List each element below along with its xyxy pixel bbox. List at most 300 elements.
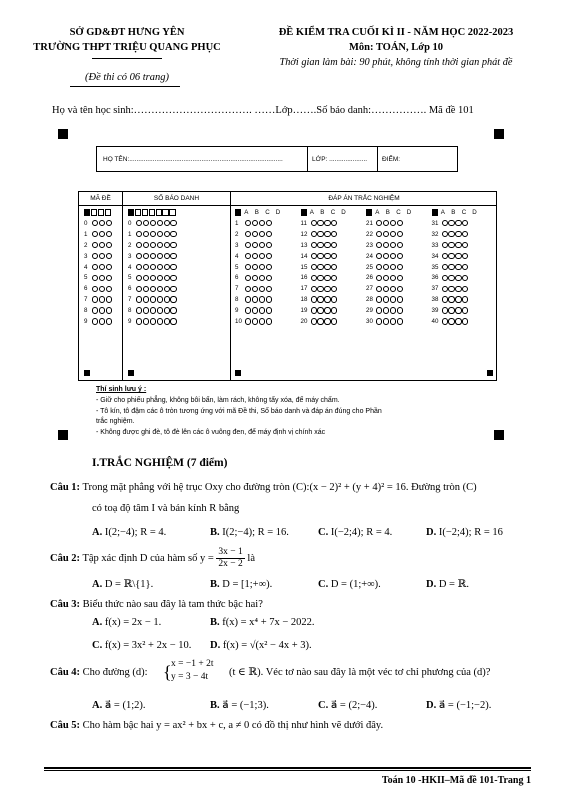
answer-bubble[interactable] (462, 275, 468, 281)
answer-bubble[interactable] (164, 231, 170, 237)
digit-label: 7 (84, 296, 88, 304)
answer-bubble[interactable] (442, 253, 448, 259)
answer-bubble[interactable] (442, 242, 448, 248)
answer-bubble[interactable] (106, 264, 112, 270)
answer-bubble[interactable] (266, 296, 272, 302)
code-digit-box[interactable] (162, 209, 168, 215)
answer-row (366, 253, 404, 261)
answer-bubble[interactable] (252, 242, 258, 248)
answer-bubble[interactable] (252, 231, 258, 237)
answer-bubble[interactable] (157, 253, 163, 259)
answer-bubble[interactable] (266, 275, 272, 281)
q1-option-a[interactable]: A. I(2;−4); R = 4. (92, 527, 167, 538)
answer-bubble[interactable] (462, 242, 468, 248)
department-name: SỞ GD&ĐT HƯNG YÊN (69, 27, 185, 38)
answer-bubble[interactable] (92, 307, 98, 313)
answer-bubble[interactable] (150, 307, 156, 313)
answer-bubble[interactable] (376, 318, 382, 324)
answer-bubble[interactable] (252, 296, 258, 302)
answer-bubble[interactable] (150, 242, 156, 248)
answer-bubble[interactable] (311, 307, 317, 313)
answer-bubble[interactable] (397, 318, 403, 324)
answer-bubble[interactable] (383, 296, 389, 302)
answer-bubble[interactable] (376, 264, 382, 270)
answer-bubble[interactable] (442, 307, 448, 313)
code-digit-box[interactable] (142, 209, 148, 215)
answer-bubble[interactable] (442, 231, 448, 237)
code-digit-box[interactable] (149, 209, 155, 215)
answer-bubble[interactable] (259, 318, 265, 324)
digit-label: 3 (128, 252, 132, 260)
answer-bubble[interactable] (252, 264, 258, 270)
answer-bubble[interactable] (245, 318, 251, 324)
answer-bubble[interactable] (92, 220, 98, 226)
q3-option-a[interactable]: A. f(x) = 2x − 1. (92, 617, 162, 628)
answer-bubble[interactable] (311, 296, 317, 302)
answer-bubble[interactable] (317, 286, 323, 292)
answer-bubble[interactable] (390, 242, 396, 248)
answer-bubble[interactable] (164, 253, 170, 259)
answer-bubble[interactable] (136, 264, 142, 270)
answer-bubble[interactable] (106, 296, 112, 302)
answer-bubble[interactable] (99, 318, 105, 324)
answer-bubble[interactable] (150, 286, 156, 292)
subject: Môn: TOÁN, Lớp 10 (348, 42, 444, 53)
answer-bubble[interactable] (259, 264, 265, 270)
answer-bubble[interactable] (442, 275, 448, 281)
answer-bubble[interactable] (324, 296, 330, 302)
answer-bubble[interactable] (170, 296, 176, 302)
answer-bubble[interactable] (397, 242, 403, 248)
answer-bubble[interactable] (143, 286, 149, 292)
answer-bubble[interactable] (390, 318, 396, 324)
answer-bubble[interactable] (150, 231, 156, 237)
answer-bubble[interactable] (462, 253, 468, 259)
answer-bubble[interactable] (143, 318, 149, 324)
answer-bubble[interactable] (99, 275, 105, 281)
answer-bubble[interactable] (157, 296, 163, 302)
answer-bubble[interactable] (390, 307, 396, 313)
answer-bubble[interactable] (376, 307, 382, 313)
answer-bubble[interactable] (157, 275, 163, 281)
answer-bubble[interactable] (150, 296, 156, 302)
answer-bubble[interactable] (311, 286, 317, 292)
answer-bubble[interactable] (259, 242, 265, 248)
answer-bubble[interactable] (331, 307, 337, 313)
answer-bubble[interactable] (311, 220, 317, 226)
q3-option-d[interactable]: D. f(x) = √(x² − 4x + 3). (210, 640, 312, 651)
answer-row (301, 318, 339, 326)
answer-bubble[interactable] (390, 253, 396, 259)
answer-bubble[interactable] (442, 286, 448, 292)
answer-bubble[interactable] (448, 307, 454, 313)
answer-bubble[interactable] (376, 231, 382, 237)
answer-bubble[interactable] (164, 296, 170, 302)
answer-bubble[interactable] (143, 253, 149, 259)
answer-bubble[interactable] (136, 253, 142, 259)
answer-bubble[interactable] (383, 318, 389, 324)
answer-bubble[interactable] (92, 253, 98, 259)
q2-option-c[interactable]: C. D = (1;+∞). (318, 579, 381, 590)
question-number: 2 (235, 230, 239, 238)
answer-bubble[interactable] (448, 231, 454, 237)
answer-bubble[interactable] (390, 231, 396, 237)
answer-bubble[interactable] (170, 286, 176, 292)
answer-bubble[interactable] (259, 307, 265, 313)
q3-option-b[interactable]: B. f(x) = x⁴ + 7x − 2022. (210, 617, 315, 628)
answer-bubble[interactable] (143, 231, 149, 237)
answer-bubble[interactable] (106, 231, 112, 237)
answer-bubble[interactable] (252, 253, 258, 259)
answer-bubble[interactable] (331, 253, 337, 259)
answer-bubble[interactable] (259, 220, 265, 226)
answer-bubble[interactable] (259, 231, 265, 237)
answer-bubble[interactable] (383, 307, 389, 313)
answer-bubble[interactable] (252, 220, 258, 226)
answer-bubble[interactable] (245, 264, 251, 270)
answer-bubble[interactable] (164, 275, 170, 281)
answer-bubble[interactable] (442, 220, 448, 226)
answer-bubble[interactable] (448, 264, 454, 270)
answer-bubble[interactable] (92, 242, 98, 248)
answer-bubble[interactable] (259, 275, 265, 281)
pages-note: (Đề thi có 06 trang) (85, 72, 169, 83)
code-digit-box[interactable] (98, 209, 104, 215)
answer-bubble[interactable] (143, 220, 149, 226)
question-label: Câu 4: (50, 667, 81, 678)
answer-bubble[interactable] (170, 253, 176, 259)
answer-bubble[interactable] (331, 264, 337, 270)
answer-bubble[interactable] (106, 275, 112, 281)
answer-bubble[interactable] (311, 264, 317, 270)
answer-bubble[interactable] (143, 307, 149, 313)
answer-bubble[interactable] (106, 307, 112, 313)
answer-bubble[interactable] (136, 318, 142, 324)
answer-bubble[interactable] (442, 264, 448, 270)
answer-bubble[interactable] (317, 242, 323, 248)
answer-bubble[interactable] (259, 296, 265, 302)
answer-bubble[interactable] (455, 231, 461, 237)
answer-bubble[interactable] (157, 318, 163, 324)
answer-bubble[interactable] (136, 307, 142, 313)
q2-option-b[interactable]: B. D = [1;+∞). (210, 579, 273, 590)
answer-bubble[interactable] (311, 231, 317, 237)
answer-bubble[interactable] (170, 231, 176, 237)
answer-bubble[interactable] (383, 275, 389, 281)
q4-option-b[interactable]: B. a⃗ = (−1;3). (210, 700, 269, 711)
answer-bubble[interactable] (397, 253, 403, 259)
answer-bubble[interactable] (245, 253, 251, 259)
answer-bubble[interactable] (170, 307, 176, 313)
answer-bubble[interactable] (317, 307, 323, 313)
answer-bubble[interactable] (99, 220, 105, 226)
answer-bubble[interactable] (106, 242, 112, 248)
digit-label: 2 (128, 241, 132, 249)
code-digit-box[interactable] (91, 209, 97, 215)
answer-bubble[interactable] (266, 318, 272, 324)
answer-bubble[interactable] (252, 318, 258, 324)
answer-bubble[interactable] (462, 231, 468, 237)
answer-bubble[interactable] (92, 286, 98, 292)
answer-bubble[interactable] (259, 286, 265, 292)
answer-bubble[interactable] (99, 253, 105, 259)
name-label: Họ và tên học sinh:……………………………. …… (52, 105, 276, 116)
answer-bubble[interactable] (397, 231, 403, 237)
answer-bubble[interactable] (136, 275, 142, 281)
answer-bubble[interactable] (390, 220, 396, 226)
answer-bubble[interactable] (164, 264, 170, 270)
answer-bubble[interactable] (462, 296, 468, 302)
answer-bubble[interactable] (376, 253, 382, 259)
answer-bubble[interactable] (324, 275, 330, 281)
answer-bubble[interactable] (150, 253, 156, 259)
answer-bubble[interactable] (331, 275, 337, 281)
choice-letter: C (265, 209, 270, 216)
answer-bubble[interactable] (376, 242, 382, 248)
answer-bubble[interactable] (331, 286, 337, 292)
q4-option-c[interactable]: C. a⃗ = (2;−4). (318, 700, 378, 711)
answer-bubble[interactable] (448, 296, 454, 302)
answer-bubble[interactable] (383, 242, 389, 248)
answer-bubble[interactable] (448, 275, 454, 281)
q3-option-c[interactable]: C. f(x) = 3x² + 2x − 10. (92, 640, 192, 651)
answer-bubble[interactable] (157, 231, 163, 237)
answer-bubble[interactable] (106, 286, 112, 292)
answer-bubble[interactable] (245, 220, 251, 226)
answer-bubble[interactable] (383, 264, 389, 270)
answer-bubble[interactable] (150, 275, 156, 281)
answer-bubble[interactable] (397, 296, 403, 302)
answer-bubble[interactable] (324, 286, 330, 292)
answer-bubble[interactable] (106, 253, 112, 259)
form-score-field[interactable]: ĐIỂM: (382, 156, 401, 163)
answer-bubble[interactable] (317, 253, 323, 259)
answer-bubble[interactable] (259, 253, 265, 259)
answer-bubble[interactable] (99, 307, 105, 313)
answer-bubble[interactable] (164, 286, 170, 292)
answer-bubble[interactable] (331, 296, 337, 302)
answer-bubble[interactable] (92, 296, 98, 302)
answer-bubble[interactable] (331, 318, 337, 324)
answer-bubble[interactable] (324, 231, 330, 237)
answer-bubble[interactable] (164, 242, 170, 248)
answer-bubble[interactable] (266, 264, 272, 270)
answer-bubble[interactable] (397, 286, 403, 292)
answer-bubble[interactable] (245, 231, 251, 237)
answer-bubble[interactable] (324, 220, 330, 226)
answer-bubble[interactable] (317, 296, 323, 302)
answer-bubble[interactable] (170, 264, 176, 270)
answer-bubble[interactable] (136, 242, 142, 248)
question-number: 24 (366, 252, 373, 260)
answer-bubble[interactable] (157, 264, 163, 270)
answer-bubble[interactable] (442, 318, 448, 324)
sbd-column (123, 192, 231, 380)
answer-bubble[interactable] (455, 307, 461, 313)
answer-bubble[interactable] (143, 264, 149, 270)
answer-bubble[interactable] (390, 275, 396, 281)
answer-bubble[interactable] (170, 318, 176, 324)
answer-bubble[interactable] (455, 318, 461, 324)
answer-bubble[interactable] (99, 231, 105, 237)
answer-bubble[interactable] (92, 231, 98, 237)
answer-bubble[interactable] (455, 253, 461, 259)
answer-bubble[interactable] (455, 296, 461, 302)
answer-bubble[interactable] (324, 253, 330, 259)
answer-bubble[interactable] (252, 275, 258, 281)
answer-bubble[interactable] (455, 242, 461, 248)
answer-bubble[interactable] (157, 307, 163, 313)
answer-bubble[interactable] (317, 264, 323, 270)
answer-bubble[interactable] (455, 264, 461, 270)
answer-bubble[interactable] (266, 253, 272, 259)
answer-bubble[interactable] (390, 296, 396, 302)
answer-bubble[interactable] (462, 307, 468, 313)
answer-bubble[interactable] (390, 264, 396, 270)
code-digit-box[interactable] (169, 209, 175, 215)
sbd-row (128, 318, 177, 326)
answer-bubble[interactable] (150, 220, 156, 226)
answer-bubble[interactable] (136, 286, 142, 292)
answer-bubble[interactable] (397, 264, 403, 270)
answer-bubble[interactable] (455, 220, 461, 226)
answer-bubble[interactable] (266, 231, 272, 237)
answer-bubble[interactable] (324, 307, 330, 313)
answer-bubble[interactable] (245, 286, 251, 292)
answer-bubble[interactable] (448, 242, 454, 248)
answer-bubble[interactable] (245, 275, 251, 281)
answer-bubble[interactable] (311, 275, 317, 281)
answer-bubble[interactable] (311, 318, 317, 324)
answer-bubble[interactable] (442, 296, 448, 302)
answer-bubble[interactable] (170, 275, 176, 281)
answer-bubble[interactable] (92, 264, 98, 270)
answer-bubble[interactable] (164, 318, 170, 324)
answer-bubble[interactable] (157, 242, 163, 248)
header-divider-2 (70, 86, 180, 87)
answer-bubble[interactable] (455, 286, 461, 292)
answer-bubble[interactable] (99, 286, 105, 292)
answer-bubble[interactable] (92, 275, 98, 281)
answer-bubble[interactable] (99, 264, 105, 270)
answer-bubble[interactable] (317, 231, 323, 237)
answer-bubble[interactable] (317, 220, 323, 226)
answer-bubble[interactable] (99, 242, 105, 248)
answer-bubble[interactable] (136, 220, 142, 226)
answer-bubble[interactable] (266, 286, 272, 292)
answer-bubble[interactable] (143, 242, 149, 248)
q4-option-a[interactable]: A. a⃗ = (1;2). (92, 700, 146, 711)
question-2: Câu 2: Tập xác định D của hàm số y = $\frac{3x - 1}{2x - 2}$ là (50, 547, 255, 570)
answer-bubble[interactable] (376, 275, 382, 281)
answer-bubble[interactable] (245, 296, 251, 302)
answer-bubble[interactable] (136, 231, 142, 237)
q4-option-d[interactable]: D. a⃗ = (−1;−2). (426, 700, 492, 711)
answer-bubble[interactable] (462, 264, 468, 270)
answer-bubble[interactable] (164, 307, 170, 313)
answer-bubble[interactable] (331, 242, 337, 248)
code-digit-box[interactable] (156, 209, 162, 215)
answer-bubble[interactable] (448, 286, 454, 292)
answer-bubble[interactable] (455, 275, 461, 281)
answer-bubble[interactable] (170, 220, 176, 226)
ma-de-row (84, 231, 113, 239)
q1-option-b[interactable]: B. I(2;−4); R = 16. (210, 527, 289, 538)
answer-bubble[interactable] (383, 286, 389, 292)
answer-bubble[interactable] (150, 264, 156, 270)
answer-bubble[interactable] (99, 296, 105, 302)
answer-bubble[interactable] (383, 253, 389, 259)
answer-bubble[interactable] (390, 286, 396, 292)
answer-bubble[interactable] (170, 242, 176, 248)
q1-option-d[interactable]: D. I(−2;4); R = 16 (426, 527, 503, 538)
answer-bubble[interactable] (164, 220, 170, 226)
answer-bubble[interactable] (317, 275, 323, 281)
answer-bubble[interactable] (331, 231, 337, 237)
registration-box (301, 209, 307, 215)
answer-bubble[interactable] (397, 275, 403, 281)
answer-bubble[interactable] (136, 296, 142, 302)
answer-bubble[interactable] (324, 242, 330, 248)
answer-bubble[interactable] (448, 318, 454, 324)
answer-bubble[interactable] (324, 318, 330, 324)
answer-bubble[interactable] (383, 231, 389, 237)
answer-bubble[interactable] (462, 318, 468, 324)
answer-bubble[interactable] (311, 242, 317, 248)
answer-bubble[interactable] (266, 242, 272, 248)
answer-bubble[interactable] (376, 286, 382, 292)
answer-bubble[interactable] (383, 220, 389, 226)
registration-mark (494, 430, 504, 440)
answer-bubble[interactable] (106, 220, 112, 226)
answer-bubble[interactable] (448, 253, 454, 259)
answer-bubble[interactable] (462, 220, 468, 226)
answer-bubble[interactable] (92, 318, 98, 324)
answer-bubble[interactable] (376, 296, 382, 302)
form-name-field[interactable]: HỌ TÊN:..................................................................................... (103, 156, 283, 163)
code-digit-box[interactable] (135, 209, 141, 215)
answer-bubble[interactable] (143, 296, 149, 302)
answer-bubble[interactable] (245, 242, 251, 248)
answer-bubble[interactable] (324, 264, 330, 270)
answer-bubble[interactable] (397, 220, 403, 226)
answer-bubble[interactable] (331, 220, 337, 226)
answer-bubble[interactable] (157, 286, 163, 292)
answer-bubble[interactable] (448, 220, 454, 226)
q2-option-a[interactable]: A. D = ℝ\{1}. (92, 579, 154, 590)
question-4: Câu 4: Cho đường (d): (50, 667, 148, 678)
form-class-field[interactable]: LỚP: ..................... (312, 156, 368, 163)
answer-bubble[interactable] (462, 286, 468, 292)
answer-bubble[interactable] (157, 220, 163, 226)
answer-bubble[interactable] (266, 220, 272, 226)
sbd-row (128, 285, 177, 293)
answer-bubble[interactable] (143, 275, 149, 281)
answer-bubble[interactable] (252, 286, 258, 292)
answer-bubble[interactable] (266, 307, 272, 313)
answer-bubble[interactable] (376, 220, 382, 226)
answer-bubble[interactable] (252, 307, 258, 313)
answer-bubble[interactable] (106, 318, 112, 324)
code-digit-box[interactable] (105, 209, 111, 215)
answer-bubble[interactable] (245, 307, 251, 313)
answer-bubble[interactable] (397, 307, 403, 313)
q1-option-c[interactable]: C. I(−2;4); R = 4. (318, 527, 393, 538)
q2-option-d[interactable]: D. D = ℝ. (426, 579, 469, 590)
answer-bubble[interactable] (317, 318, 323, 324)
answer-bubble[interactable] (311, 253, 317, 259)
answer-bubble[interactable] (150, 318, 156, 324)
